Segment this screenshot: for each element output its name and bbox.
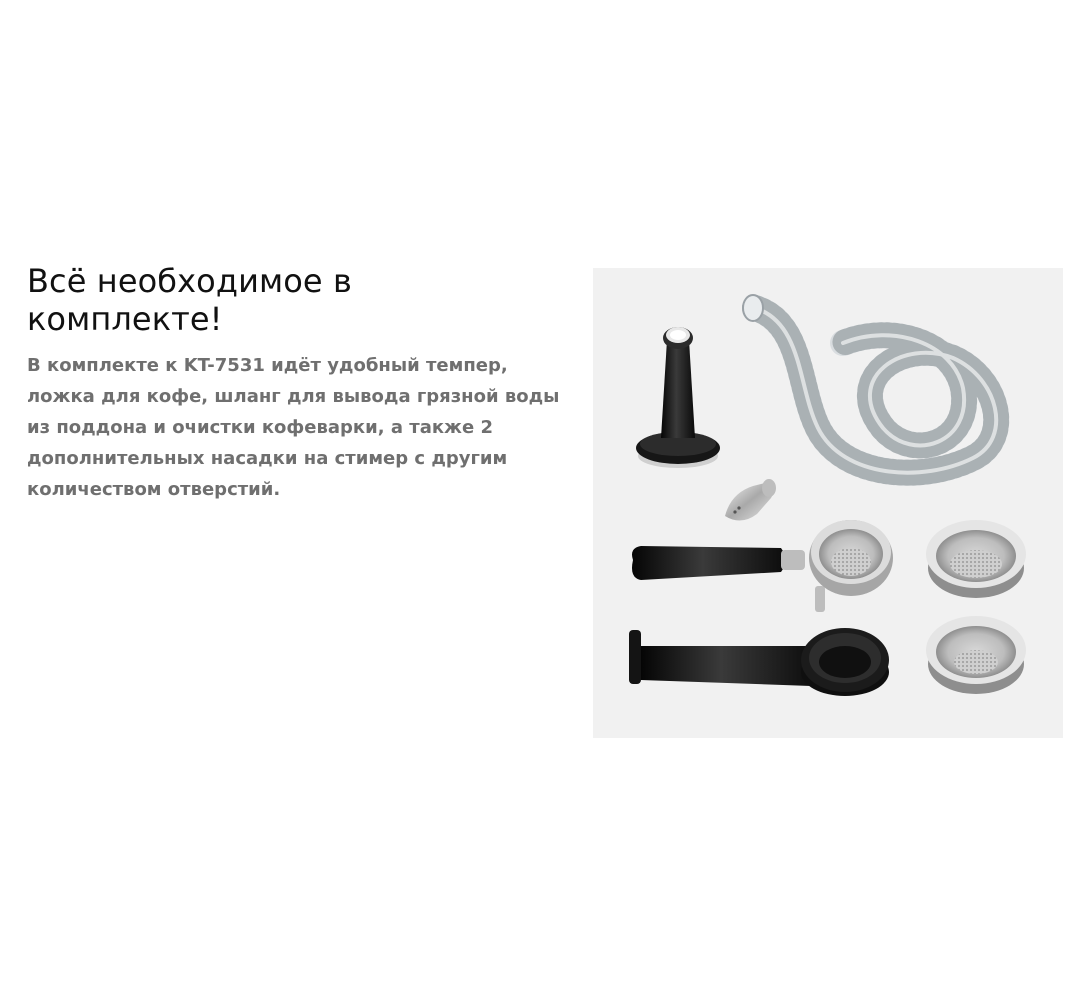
accessories-photo: [593, 268, 1063, 738]
accessories-illustration: [593, 268, 1063, 738]
coffee-scoop: [629, 628, 889, 696]
filter-basket-large: [926, 520, 1026, 598]
feature-title-line-2: комплекте!: [27, 300, 223, 338]
drain-hose: [743, 295, 996, 473]
feature-title: [27, 262, 567, 338]
feature-title-line-1: Всё необходимое в: [27, 262, 352, 300]
feature-description: В комплекте к KT-7531 идёт удобный темпер, ложка для кофе, шланг для вывода грязной воды из поддона и очистки кофеварки, а также 2 дополнительных насадки на стимер с другим количеством отверстий.: [27, 355, 560, 500]
filter-basket-small: [926, 616, 1026, 694]
steam-nozzle: [725, 479, 776, 521]
portafilter: [632, 520, 893, 612]
feature-text: [27, 262, 567, 505]
tamper: [636, 327, 720, 468]
